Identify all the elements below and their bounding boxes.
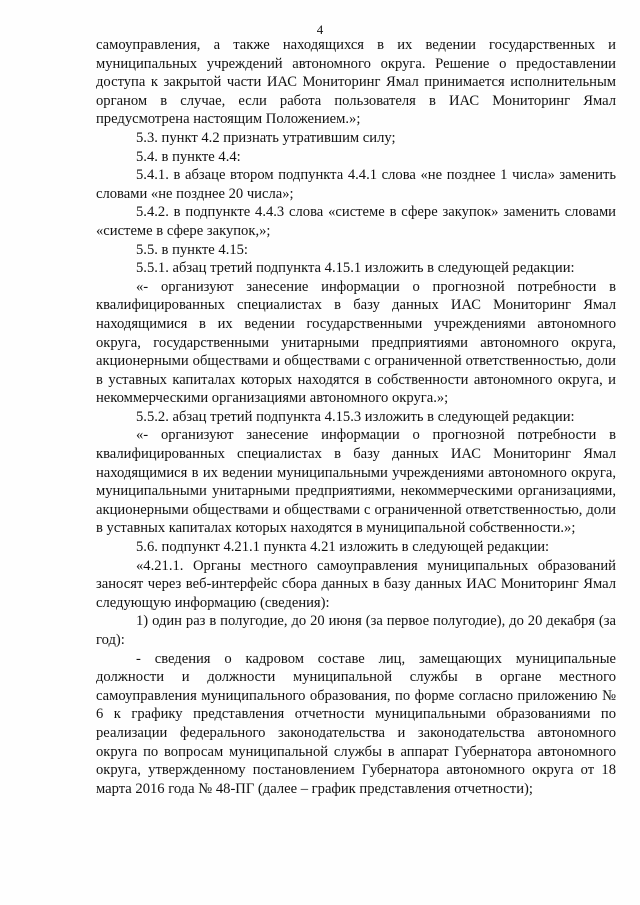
paragraph-5-5: 5.5. в пункте 4.15: — [136, 241, 248, 258]
quote-4-21-1: «4.21.1. Органы местного самоуправления муниципальных образований заносят через веб-интерфейс сбора данных в базу данных ИАС Мониторинг Ямал следующую информацию (сведения): — [96, 557, 616, 611]
document-body — [96, 36, 616, 798]
paragraph-5-4-2: 5.4.2. в подпункте 4.4.3 слова «системе в сфере закупок» заменить словами «системе в сфере закупок,»; — [96, 204, 616, 239]
item-staff-info: - сведения о кадровом составе лиц, замещающих муниципальные должности и должности муниципальной службы в органе местного самоуправления муниципального образования, по форме согласно приложению № 6 к графику представления отчетности муниципальными образованиями по реализации федерального законодательства и законодательства автономного округа по вопросам муниципальной службы в аппарат Губернатора автономного округа, утвержденному постановлением Губернатора автономного округа от 18 марта 2016 года № 48-ПГ (далее – график представления отчетности); — [96, 650, 616, 797]
paragraph-continuation: самоуправления, а также находящихся в их ведении государственных и муниципальных учреждений автономного округа. Решение о предоставлении доступа к закрытой части ИАС Мониторинг Ямал принимается исполнительным органом в случае, если работа пользователя в ИАС Мониторинг Ямал предусмотрена настоящим Положением.»; — [96, 37, 616, 128]
paragraph-5-6: 5.6. подпункт 4.21.1 пункта 4.21 изложить в следующей редакции: — [136, 539, 550, 556]
item-1-semiannual: 1) один раз в полугодие, до 20 июня (за первое полугодие), до 20 декабря (за год): — [96, 613, 616, 648]
paragraph-5-5-1: 5.5.1. абзац третий подпункта 4.15.1 изложить в следующей редакции: — [136, 260, 575, 277]
page-number: 4 — [316, 22, 324, 37]
paragraph-5-5-2: 5.5.2. абзац третий подпункта 4.15.3 изложить в следующей редакции: — [136, 408, 575, 425]
quote-4-15-1: «- организуют занесение информации о прогнозной потребности в квалифицированных специалистах в базу данных ИАС Мониторинг Ямал находящимися в их ведении государственными учреждениями автономного округа, государственными унитарными предприятиями автономного округа, акционерными обществами и обществами с ограниченной ответственностью, доли в уставных капиталах которых находятся в собственности автономного округа, и некоммерческими организациями автономного округа.»; — [96, 278, 616, 407]
quote-4-15-3: «- организуют занесение информации о прогнозной потребности в квалифицированных специалистах в базу данных ИАС Мониторинг Ямал находящимися в их ведении муниципальными учреждениями автономного округа, муниципальными унитарными предприятиями, некоммерческими организациями, акционерными обществами и обществами с ограниченной ответственностью, доли в уставных капиталах которых находятся в муниципальной собственности.»; — [96, 427, 616, 537]
paragraph-5-4: 5.4. в пункте 4.4: — [136, 148, 241, 165]
paragraph-5-4-1: 5.4.1. в абзаце втором подпункта 4.4.1 слова «не позднее 1 числа» заменить словами «не позднее 20 числа»; — [96, 167, 616, 202]
paragraph-5-3: 5.3. пункт 4.2 признать утратившим силу; — [136, 129, 396, 146]
